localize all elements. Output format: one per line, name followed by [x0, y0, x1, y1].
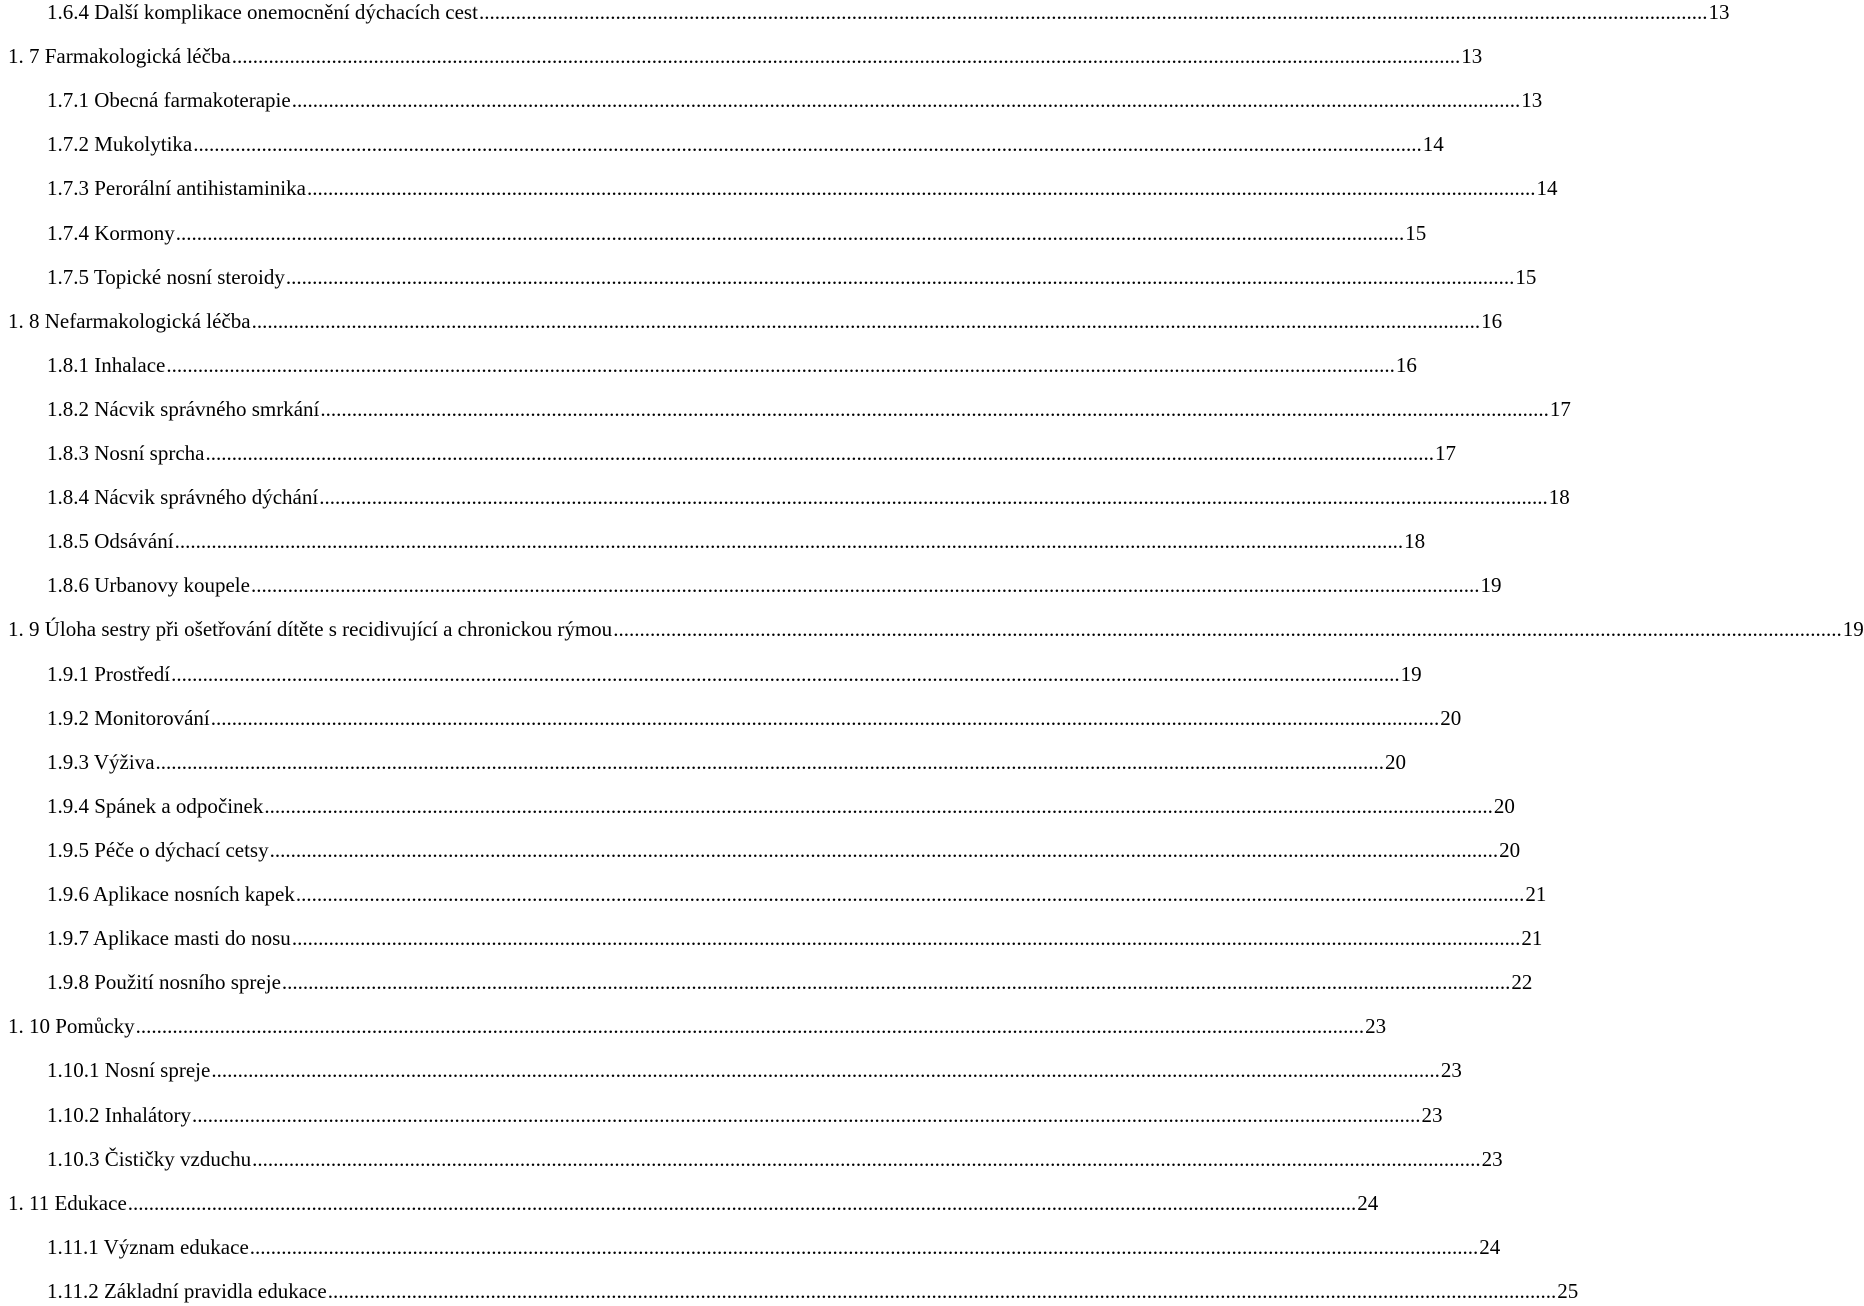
toc-entry-title: 1.7.1 Obecná farmakoterapie [47, 88, 291, 113]
toc-entry[interactable] [0, 482, 1570, 512]
toc-leader-dots [232, 41, 1461, 71]
toc-entry-page: 13 [1461, 44, 1483, 69]
toc-leader-dots [307, 173, 1536, 203]
toc-entry[interactable] [0, 173, 1558, 203]
toc-entry-title: 1.11.1 Význam edukace [47, 1234, 249, 1259]
toc-entry[interactable] [0, 394, 1571, 424]
toc-entry-page: 20 [1440, 705, 1462, 730]
toc-entry-page: 24 [1357, 1190, 1379, 1215]
toc-leader-dots [252, 306, 1481, 336]
toc-leader-dots [319, 482, 1548, 512]
toc-entry[interactable] [0, 614, 1864, 644]
toc-leader-dots [128, 1188, 1357, 1218]
toc-entry-title: 1.7.3 Perorální antihistaminika [47, 176, 306, 201]
toc-entry-title: 1.10.2 Inhalátory [47, 1102, 192, 1127]
toc-entry-title: 1.6.4 Další komplikace onemocnění dýchacích cest [47, 0, 478, 24]
toc-entry[interactable] [0, 570, 1502, 600]
toc-entry[interactable] [0, 438, 1456, 468]
toc-entry-title: 1.8.3 Nosní sprcha [47, 441, 205, 465]
toc-entry-page: 14 [1536, 176, 1558, 201]
toc-entry-title: 1.7.4 Kormony [47, 220, 175, 245]
toc-entry[interactable] [0, 1276, 1579, 1306]
toc-entry[interactable] [0, 262, 1537, 292]
toc-entry-title: 1.9.1 Prostředí [47, 661, 171, 686]
toc-leader-dots [296, 879, 1525, 909]
toc-entry-page: 21 [1521, 926, 1543, 951]
toc-entry-title: 1. 11 Edukace [8, 1190, 127, 1215]
toc-entry-page: 22 [1511, 970, 1533, 995]
toc-entry[interactable] [0, 129, 1444, 159]
toc-leader-dots [175, 526, 1404, 556]
toc-leader-dots [479, 0, 1708, 27]
toc-entry-title: 1.9.6 Aplikace nosních kapek [47, 882, 295, 906]
toc-entry-title: 1. 9 Úloha sestry při ošetřování dítěte s recidivující a chronickou rýmou [8, 617, 613, 642]
toc-entry[interactable] [0, 306, 1503, 336]
toc-entry[interactable] [0, 703, 1462, 733]
toc-entry[interactable] [0, 659, 1422, 689]
toc-entry[interactable] [0, 1188, 1379, 1218]
toc-entry-page: 20 [1493, 793, 1515, 818]
toc-entry[interactable] [0, 747, 1407, 777]
toc-leader-dots [282, 967, 1511, 997]
toc-leader-dots [193, 129, 1422, 159]
toc-entry-title: 1.8.2 Nácvik správného smrkání [47, 396, 320, 421]
toc-leader-dots [176, 218, 1405, 248]
toc-entry-page: 15 [1405, 220, 1427, 245]
toc-leader-dots [252, 1144, 1481, 1174]
toc-entry-page: 18 [1404, 529, 1426, 554]
toc-entry[interactable] [0, 879, 1547, 909]
toc-entry-page: 21 [1525, 882, 1547, 906]
toc-entry[interactable] [0, 835, 1521, 865]
toc-entry-page: 14 [1422, 132, 1444, 157]
toc-entry-title: 1.8.6 Urbanovy koupele [47, 573, 250, 598]
toc-entry-title: 1.11.2 Základní pravidla edukace [47, 1278, 327, 1303]
toc-entry[interactable] [0, 923, 1543, 953]
toc-leader-dots [264, 791, 1493, 821]
toc-entry[interactable] [0, 1100, 1443, 1130]
toc-entry-page: 19 [1400, 661, 1422, 686]
toc-entry[interactable] [0, 350, 1417, 380]
toc-entry-title: 1. 8 Nefarmakologická léčba [8, 308, 251, 333]
toc-leader-dots [613, 614, 1842, 644]
toc-leader-dots [328, 1276, 1557, 1306]
toc-entry-page: 23 [1440, 1058, 1462, 1083]
toc-leader-dots [292, 923, 1521, 953]
toc-entry-page: 25 [1557, 1278, 1579, 1303]
toc-entry-page: 13 [1521, 88, 1543, 113]
toc-entry-title: 1.9.7 Aplikace masti do nosu [47, 926, 291, 951]
toc-entry-page: 23 [1421, 1102, 1443, 1127]
toc-entry[interactable] [0, 1232, 1501, 1262]
toc-entry-title: 1. 7 Farmakologická léčba [8, 44, 231, 69]
toc-entry-page: 23 [1365, 1014, 1387, 1039]
toc-entry[interactable] [0, 85, 1543, 115]
toc-leader-dots [320, 394, 1549, 424]
toc-entry[interactable] [0, 0, 1730, 27]
toc-leader-dots [211, 703, 1440, 733]
toc-entry-page: 19 [1480, 573, 1502, 598]
toc-entry[interactable] [0, 967, 1533, 997]
toc-leader-dots [192, 1100, 1421, 1130]
toc-entry-title: 1.8.4 Nácvik správného dýchání [47, 485, 319, 510]
toc-entry-page: 20 [1385, 749, 1407, 774]
toc-entry-page: 24 [1479, 1234, 1501, 1259]
toc-entry[interactable] [0, 526, 1426, 556]
toc-entry-page: 13 [1708, 0, 1730, 24]
toc-entry[interactable] [0, 1055, 1462, 1085]
toc-entry-title: 1.9.8 Použití nosního spreje [47, 970, 281, 995]
toc-entry-title: 1.8.1 Inhalace [47, 352, 166, 377]
toc-entry-title: 1.7.5 Topické nosní steroidy [47, 264, 285, 289]
toc-leader-dots [250, 1232, 1479, 1262]
toc-leader-dots [251, 570, 1480, 600]
toc-entry-title: 1.9.5 Péče o dýchací cetsy [47, 837, 269, 862]
toc-entry[interactable] [0, 218, 1427, 248]
toc-entry-title: 1.9.3 Výživa [47, 749, 155, 774]
toc-entry-page: 17 [1434, 441, 1456, 465]
toc-leader-dots [292, 85, 1521, 115]
toc-leader-dots [286, 262, 1515, 292]
toc-entry-page: 16 [1481, 308, 1503, 333]
toc-entry-page: 18 [1548, 485, 1570, 510]
toc-entry[interactable] [0, 791, 1515, 821]
toc-leader-dots [270, 835, 1499, 865]
toc-leader-dots [171, 659, 1400, 689]
toc-leader-dots [205, 438, 1434, 468]
toc-entry-title: 1.7.2 Mukolytika [47, 132, 193, 157]
toc-entry-title: 1. 10 Pomůcky [8, 1014, 135, 1039]
toc-entry-page: 23 [1481, 1146, 1503, 1171]
toc-entry-page: 16 [1395, 352, 1417, 377]
toc-leader-dots [156, 747, 1385, 777]
toc-entry-page: 20 [1499, 837, 1521, 862]
toc-entry-title: 1.9.4 Spánek a odpočinek [47, 793, 264, 818]
toc-leader-dots [211, 1055, 1440, 1085]
toc-entry-title: 1.8.5 Odsávání [47, 529, 174, 554]
toc-entry-page: 17 [1549, 396, 1571, 421]
toc-entry-title: 1.9.2 Monitorování [47, 705, 210, 730]
toc-entry-title: 1.10.3 Čističky vzduchu [47, 1146, 252, 1171]
toc-entry-title: 1.10.1 Nosní spreje [47, 1058, 211, 1083]
toc-entry[interactable] [0, 1011, 1387, 1041]
toc-entry[interactable] [0, 1144, 1503, 1174]
toc-leader-dots [166, 350, 1395, 380]
toc-entry-page: 19 [1842, 617, 1864, 642]
toc-entry-page: 15 [1515, 264, 1537, 289]
toc-leader-dots [136, 1011, 1365, 1041]
toc-entry[interactable] [0, 41, 1483, 71]
